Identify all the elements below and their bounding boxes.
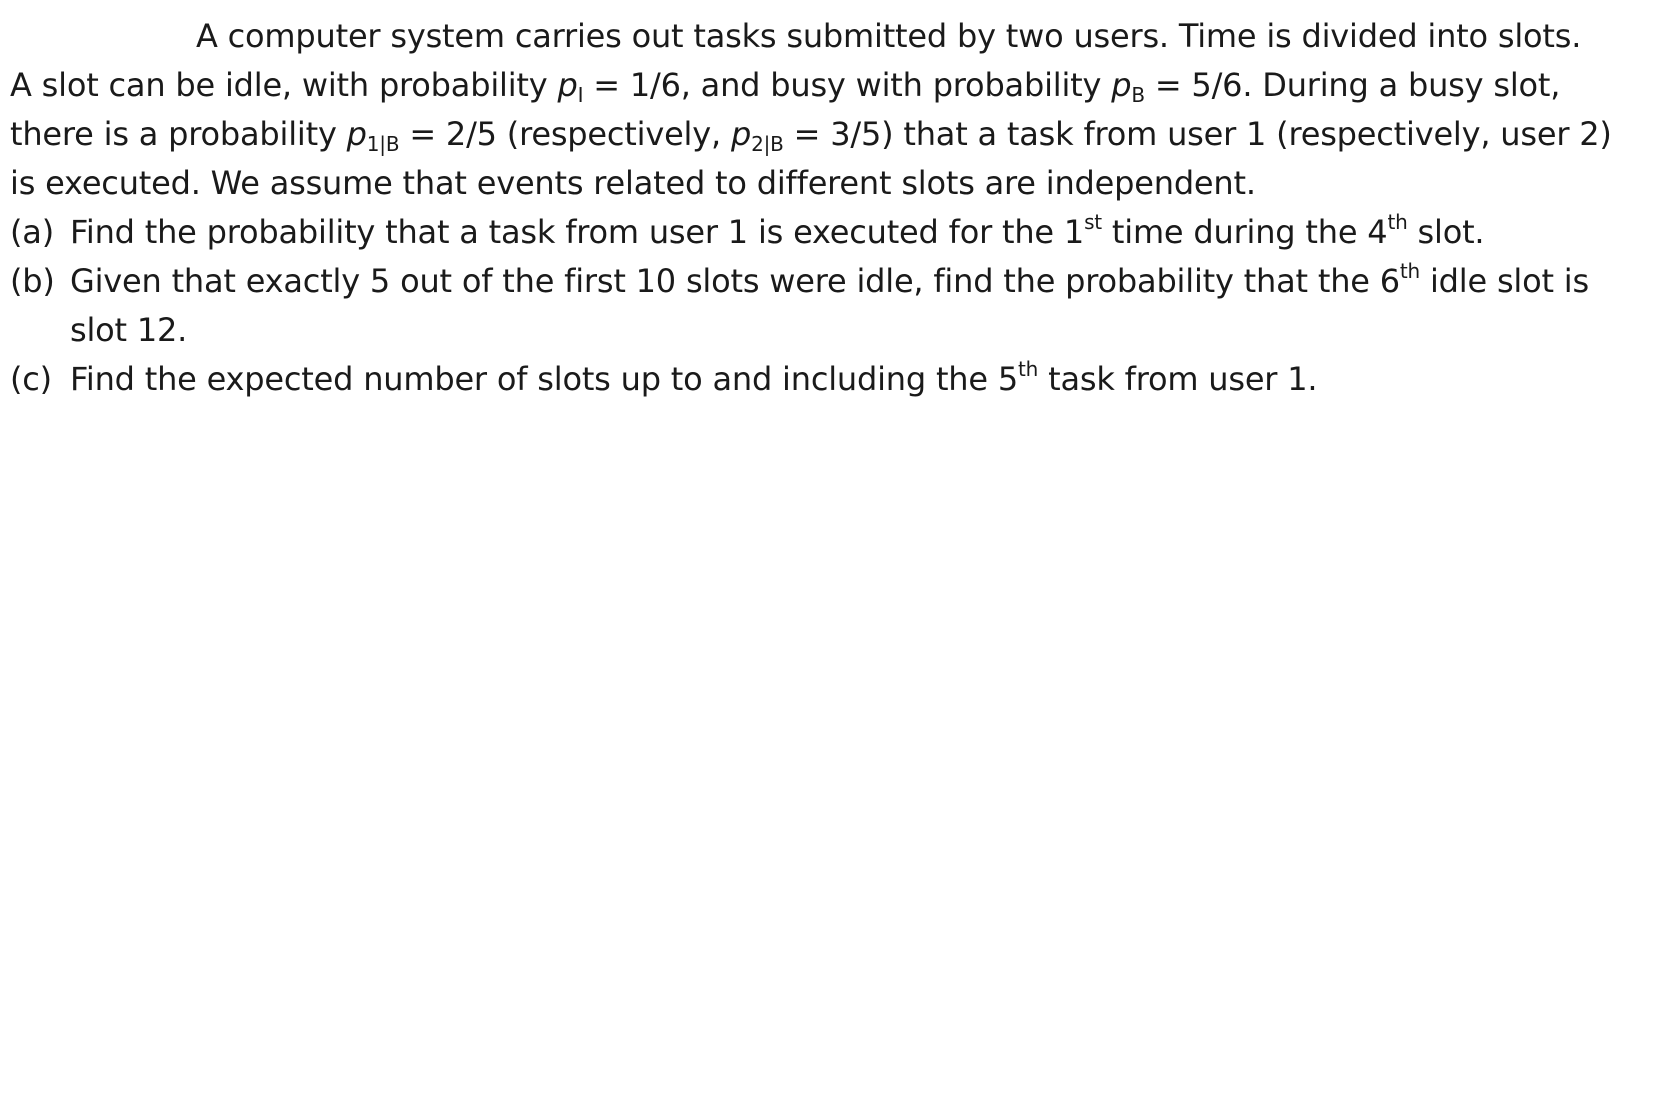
question-text-part: idle slot is (1420, 262, 1589, 300)
intro-text: = 1/6, and busy with probability (583, 66, 1112, 104)
question-text-continuation: slot 12. (70, 311, 188, 349)
question-label: (a) (10, 213, 54, 251)
question-b (10, 257, 1650, 355)
intro-text: = 3/5) that a task from user 1 (respectively, user 2) (783, 115, 1612, 153)
question-text (70, 208, 1650, 257)
ordinal-superscript: th (1018, 357, 1039, 381)
prob-user1-subscript: 1|B (366, 132, 400, 156)
prob-idle-subscript: I (577, 83, 584, 107)
question-text (70, 257, 1650, 355)
prob-user2-subscript: 2|B (751, 132, 784, 156)
intro-line-1 (10, 12, 1650, 61)
ordinal-superscript: th (1387, 210, 1408, 234)
question-text-part: slot. (1407, 213, 1485, 251)
question-c (10, 355, 1650, 404)
question-label: (c) (10, 360, 52, 398)
problem-statement (10, 12, 1650, 404)
intro-text: there is a probability (10, 115, 347, 153)
ordinal-superscript: st (1084, 210, 1102, 234)
ordinal-superscript: th (1399, 259, 1421, 283)
prob-busy-subscript: B (1131, 83, 1145, 107)
prob-user2-symbol: p (730, 115, 752, 153)
intro-text: A slot can be idle, with probability (10, 66, 558, 104)
question-text-part: Given that exactly 5 out of the first 10 slots were idle, find the probability that the 6 (70, 262, 1400, 300)
question-text-part: Find the probability that a task from user 1 is executed for the 1 (70, 213, 1085, 251)
question-text-part: task from user 1. (1038, 360, 1318, 398)
intro-line-3 (10, 110, 1650, 159)
question-text-part: time during the 4 (1101, 213, 1388, 251)
intro-text: = 2/5 (respectively, (399, 115, 731, 153)
prob-busy-symbol: p (1111, 66, 1132, 104)
question-a (10, 208, 1650, 257)
question-text (70, 355, 1650, 404)
prob-user1-symbol: p (346, 115, 367, 153)
intro-text: A computer system carries out tasks submitted by two users. Time is divided into slots. (196, 17, 1582, 55)
intro-line-2 (10, 61, 1650, 110)
intro-line-4 (10, 159, 1650, 208)
question-label: (b) (10, 262, 55, 300)
intro-text: = 5/6. During a busy slot, (1144, 66, 1561, 104)
intro-text: is executed. We assume that events related to different slots are independent. (10, 164, 1256, 202)
prob-idle-symbol: p (557, 66, 578, 104)
question-text-part: Find the expected number of slots up to and including the 5 (70, 360, 1018, 398)
